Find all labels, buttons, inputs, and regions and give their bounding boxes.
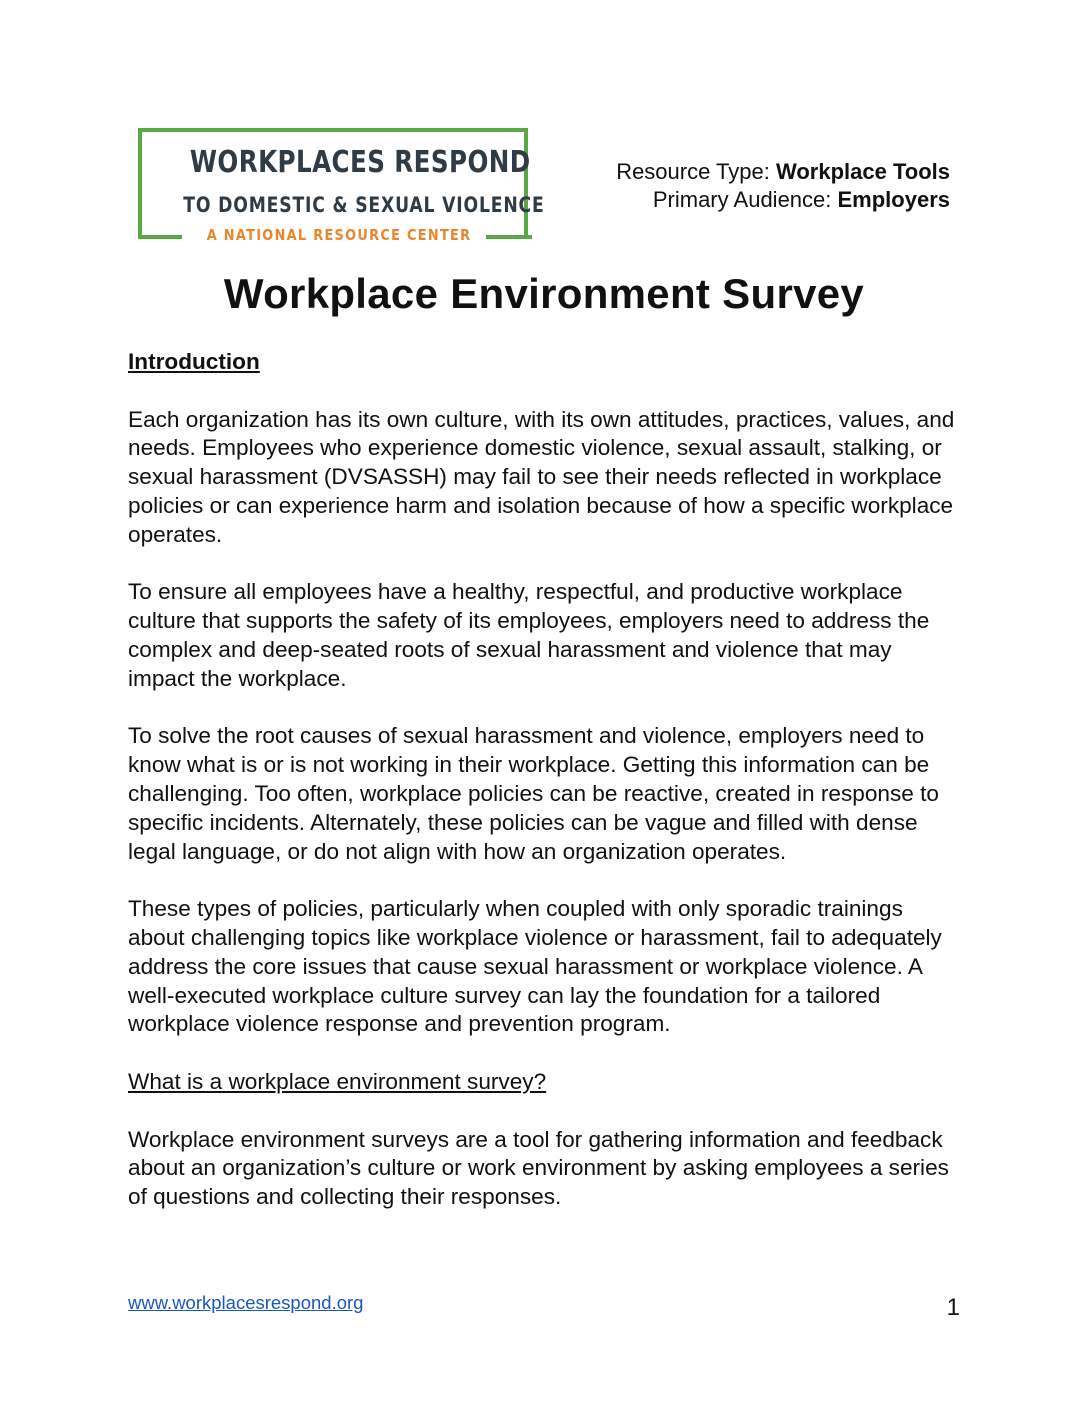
section-heading-what-is: What is a workplace environment survey? <box>128 1068 547 1094</box>
logo-tagline: A NATIONAL RESOURCE CENTER <box>206 226 472 244</box>
paragraph-2: To ensure all employees have a healthy, respectful, and productive workplace culture that supports the safety of its employees, employers need to address the complex and deep-seated roots of sexual harassment and violence that may impact the workplace. <box>128 579 930 691</box>
resource-type-row <box>616 158 950 186</box>
audience-row <box>616 186 950 214</box>
paragraph-5: Workplace environment surveys are a tool for gathering information and feedback about an organization’s culture or work environment by asking employees a series of questions and collecting their responses. <box>128 1126 949 1210</box>
paragraph-3: To solve the root causes of sexual harassment and violence, employers need to know what is or is not working in their workplace. Getting this information can be challenging. Too often, workplace policies can be reactive, created in response to specific incidents. Alternately, these policies can be vague and filled with dense legal language, or do not align with how an organization operates. <box>128 723 939 864</box>
paragraph-4: These types of policies, particularly when coupled with only sporadic trainings about challenging topics like workplace violence or harassment, fail to adequately address the core issues that cause sexual harassment or workplace violence. A well-executed workplace culture survey can lay the foundation for a tailored workplace violence response and prevention program. <box>128 896 942 1037</box>
audience-value: Employers <box>837 187 950 212</box>
paragraph-1: Each organization has its own culture, with its own attitudes, practices, values, and needs. Employees who experience domestic violence, sexual assault, stalking, or sexual harassment (DVSASSH) may fail to see their needs reflected in workplace policies or can experience harm and isolation because of how a specific workplace operates. <box>128 406 955 547</box>
document-body <box>128 348 958 1241</box>
page-title: Workplace Environment Survey <box>223 270 865 317</box>
logo-frame-bottom-right <box>486 235 532 239</box>
logo-title: WORKPLACES RESPOND <box>189 145 531 180</box>
logo-frame-bottom-left <box>138 235 182 239</box>
resource-type-label: Resource Type: <box>616 159 776 184</box>
audience-label: Primary Audience: <box>652 187 838 212</box>
resource-meta <box>616 158 950 214</box>
section-heading-introduction: Introduction <box>128 349 260 374</box>
logo-subtitle: TO DOMESTIC & SEXUAL VIOLENCE <box>183 193 545 217</box>
page-number: 1 <box>946 1294 960 1321</box>
resource-type-value: Workplace Tools <box>775 159 950 184</box>
website-link[interactable]: www.workplacesrespond.org <box>128 1292 364 1313</box>
